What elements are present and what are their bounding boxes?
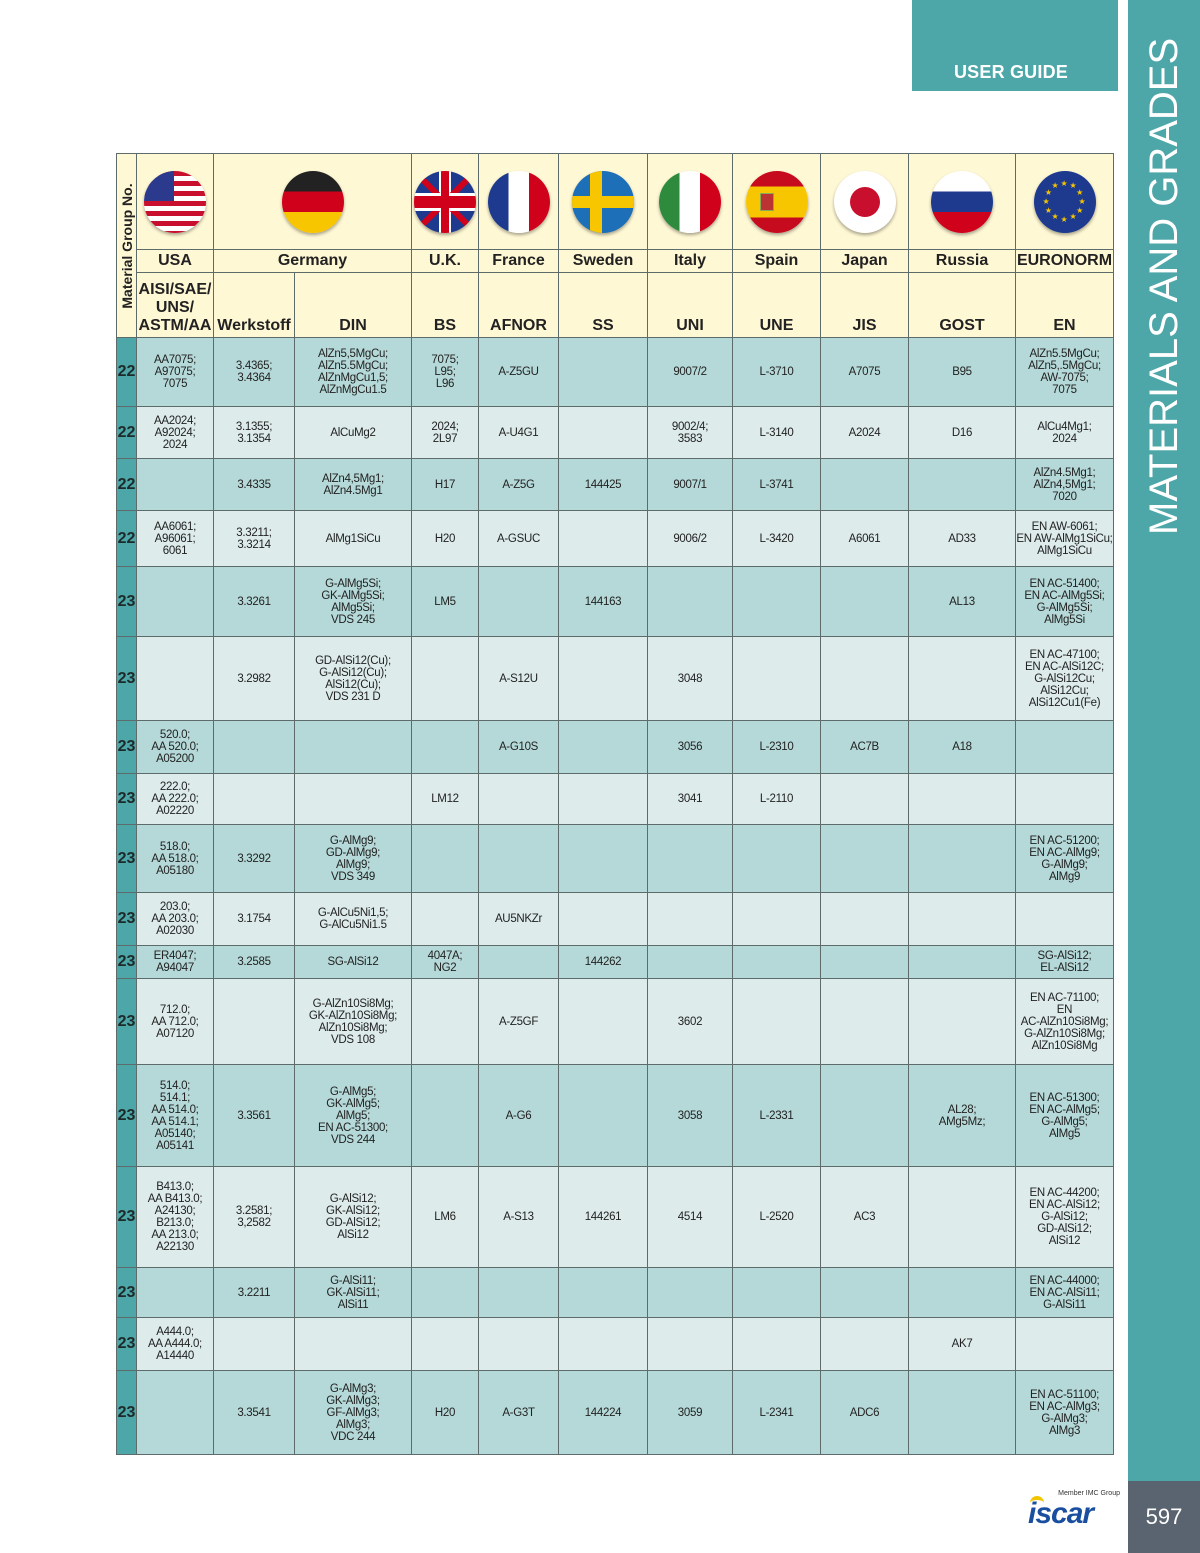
- group-number: 23: [117, 1318, 137, 1371]
- din-cell: [295, 774, 412, 825]
- une-cell: L-3710: [733, 338, 821, 407]
- bs-cell: 4047A; NG2: [412, 946, 479, 979]
- table-row: [117, 459, 1114, 511]
- logo-member-text: Member IMC Group: [1058, 1490, 1120, 1497]
- jis-cell: [821, 637, 909, 721]
- country-germany: Germany: [214, 250, 412, 273]
- en-cell: [1016, 893, 1114, 946]
- uni-cell: [648, 825, 733, 893]
- country-russia: Russia: [909, 250, 1016, 273]
- en-cell: EN AW-6061; EN AW-AlMg1SiCu; AlMg1SiCu: [1016, 511, 1114, 567]
- usa-cell: 712.0; AA 712.0; A07120: [137, 979, 214, 1065]
- sweden-flag-cell: [559, 154, 648, 250]
- usa-cell: AA2024; A92024; 2024: [137, 407, 214, 459]
- uk-flag-icon: [414, 171, 476, 233]
- eu-star-icon: ★: [1060, 214, 1068, 224]
- jis-cell: [821, 893, 909, 946]
- eu-star-icon: ★: [1076, 205, 1083, 215]
- usa-cell: ER4047; A94047: [137, 946, 214, 979]
- country-usa: USA: [137, 250, 214, 273]
- bs-cell: [412, 637, 479, 721]
- en-cell: SG-AlSi12; EL-AlSi12: [1016, 946, 1114, 979]
- en-cell: EN AC-44000; EN AC-AlSi11; G-AlSi11: [1016, 1268, 1114, 1318]
- usa-cell: [137, 1371, 214, 1455]
- ss-cell: [559, 774, 648, 825]
- usa-cell: B413.0; AA B413.0; A24130; B213.0; AA 213.0; A22130: [137, 1167, 214, 1268]
- bs-cell: 7075; L95; L96: [412, 338, 479, 407]
- bs-cell: 2024; 2L97: [412, 407, 479, 459]
- section-sidebar: [1128, 0, 1200, 1481]
- standard-en: EN: [1016, 273, 1114, 338]
- une-cell: [733, 825, 821, 893]
- group-number: 23: [117, 774, 137, 825]
- table-row: [117, 1371, 1114, 1455]
- afnor-cell: A-G3T: [479, 1371, 559, 1455]
- eu-star-icon: ★: [1051, 212, 1059, 222]
- group-number: 22: [117, 338, 137, 407]
- ss-cell: [559, 511, 648, 567]
- jis-cell: [821, 1065, 909, 1167]
- afnor-cell: A-G10S: [479, 721, 559, 774]
- une-cell: L-2310: [733, 721, 821, 774]
- afnor-cell: [479, 567, 559, 637]
- eu-star-icon: ★: [1051, 180, 1059, 190]
- group-number: 22: [117, 459, 137, 511]
- section-title: MATERIALS AND GRADES: [1142, 37, 1186, 535]
- bs-cell: LM12: [412, 774, 479, 825]
- werkstoff-cell: 3.2982: [214, 637, 295, 721]
- afnor-cell: A-U4G1: [479, 407, 559, 459]
- gost-cell: [909, 946, 1016, 979]
- jis-cell: A7075: [821, 338, 909, 407]
- din-cell: [295, 721, 412, 774]
- ss-cell: [559, 1065, 648, 1167]
- spain-flag-icon: [746, 171, 808, 233]
- countries-row: [117, 250, 1114, 273]
- logo-wordmark: iscar: [1028, 1497, 1094, 1530]
- jis-cell: AC3: [821, 1167, 909, 1268]
- uni-cell: 9002/4; 3583: [648, 407, 733, 459]
- afnor-cell: A-Z5GF: [479, 979, 559, 1065]
- en-cell: AlZn5.5MgCu; AlZn5,.5MgCu; AW-7075; 7075: [1016, 338, 1114, 407]
- table-row: [117, 1167, 1114, 1268]
- afnor-cell: AU5NKZr: [479, 893, 559, 946]
- une-cell: [733, 946, 821, 979]
- ss-cell: 144261: [559, 1167, 648, 1268]
- table-row: [117, 721, 1114, 774]
- ss-cell: [559, 1318, 648, 1371]
- jis-cell: AC7B: [821, 721, 909, 774]
- country-spain: Spain: [733, 250, 821, 273]
- din-cell: G-AlSi11; GK-AlSi11; AlSi11: [295, 1268, 412, 1318]
- werkstoff-cell: 3.2585: [214, 946, 295, 979]
- group-number: 23: [117, 1268, 137, 1318]
- table-row: [117, 407, 1114, 459]
- din-cell: G-AlMg5; GK-AlMg5; AlMg5; EN AC-51300; VDS 244: [295, 1065, 412, 1167]
- une-cell: L-2341: [733, 1371, 821, 1455]
- din-cell: G-AlZn10Si8Mg; GK-AlZn10Si8Mg; AlZn10Si8Mg; VDS 108: [295, 979, 412, 1065]
- standard-afnor: AFNOR: [479, 273, 559, 338]
- country-japan: Japan: [821, 250, 909, 273]
- japan-flag-icon: [834, 171, 896, 233]
- werkstoff-cell: [214, 774, 295, 825]
- standards-row: [117, 273, 1114, 338]
- uni-cell: 3059: [648, 1371, 733, 1455]
- jis-cell: [821, 946, 909, 979]
- gost-cell: [909, 893, 1016, 946]
- jis-cell: [821, 1318, 909, 1371]
- ss-cell: [559, 1268, 648, 1318]
- table-row: [117, 774, 1114, 825]
- group-number: 23: [117, 825, 137, 893]
- afnor-cell: [479, 1318, 559, 1371]
- werkstoff-cell: 3.1355; 3.1354: [214, 407, 295, 459]
- werkstoff-cell: 3.3211; 3.3214: [214, 511, 295, 567]
- bs-cell: [412, 893, 479, 946]
- uni-cell: 3602: [648, 979, 733, 1065]
- standard-une: UNE: [733, 273, 821, 338]
- en-cell: EN AC-51100; EN AC-AlMg3; G-AlMg3; AlMg3: [1016, 1371, 1114, 1455]
- en-cell: EN AC-71100; EN AC-AlZn10Si8Mg; G-AlZn10Si8Mg; AlZn10Si8Mg: [1016, 979, 1114, 1065]
- bs-cell: [412, 825, 479, 893]
- une-cell: [733, 893, 821, 946]
- en-cell: EN AC-51300; EN AC-AlMg5; G-AlMg5; AlMg5: [1016, 1065, 1114, 1167]
- country-france: France: [479, 250, 559, 273]
- une-cell: L-3140: [733, 407, 821, 459]
- din-cell: AlMg1SiCu: [295, 511, 412, 567]
- une-cell: [733, 979, 821, 1065]
- group-number: 23: [117, 946, 137, 979]
- usa-cell: [137, 567, 214, 637]
- werkstoff-cell: 3.1754: [214, 893, 295, 946]
- werkstoff-cell: [214, 1318, 295, 1371]
- en-cell: EN AC-44200; EN AC-AlSi12; G-AlSi12; GD-AlSi12; AlSi12: [1016, 1167, 1114, 1268]
- din-cell: SG-AlSi12: [295, 946, 412, 979]
- ss-cell: 144262: [559, 946, 648, 979]
- gost-cell: AL28; AMg5Mz;: [909, 1065, 1016, 1167]
- group-number: 23: [117, 637, 137, 721]
- jis-cell: [821, 459, 909, 511]
- une-cell: [733, 637, 821, 721]
- uni-cell: 9007/1: [648, 459, 733, 511]
- uni-cell: 3048: [648, 637, 733, 721]
- jis-cell: [821, 774, 909, 825]
- group-header-label: Material Group No.: [118, 182, 135, 309]
- standard-bs: BS: [412, 273, 479, 338]
- group-number: 22: [117, 407, 137, 459]
- user-guide-label: USER GUIDE: [953, 62, 1068, 82]
- page-number: 597: [1128, 1481, 1200, 1553]
- en-cell: [1016, 1318, 1114, 1371]
- standard-werkstoff: Werkstoff: [214, 273, 295, 338]
- werkstoff-cell: 3.3292: [214, 825, 295, 893]
- gost-cell: [909, 774, 1016, 825]
- group-number: 23: [117, 567, 137, 637]
- flags-row: [117, 154, 1114, 250]
- company-logo: [1028, 1490, 1122, 1530]
- une-cell: [733, 1318, 821, 1371]
- afnor-cell: A-GSUC: [479, 511, 559, 567]
- group-header-cell: [117, 154, 137, 338]
- russia-flag-icon: [931, 171, 993, 233]
- gost-cell: [909, 825, 1016, 893]
- usa-cell: 203.0; AA 203.0; A02030: [137, 893, 214, 946]
- din-cell: G-AlMg5Si; GK-AlMg5Si; AlMg5Si; VDS 245: [295, 567, 412, 637]
- uk-flag-cell: [412, 154, 479, 250]
- table-row: [117, 511, 1114, 567]
- werkstoff-cell: [214, 979, 295, 1065]
- usa-flag-icon: [144, 171, 206, 233]
- spain-flag-cell: [733, 154, 821, 250]
- gost-cell: B95: [909, 338, 1016, 407]
- table-row: [117, 338, 1114, 407]
- eu-star-icon: ★: [1078, 196, 1086, 206]
- ss-cell: [559, 637, 648, 721]
- usa-cell: AA7075; A97075; 7075: [137, 338, 214, 407]
- ss-cell: 144425: [559, 459, 648, 511]
- gost-cell: [909, 459, 1016, 511]
- bs-cell: H20: [412, 1371, 479, 1455]
- werkstoff-cell: 3.3561: [214, 1065, 295, 1167]
- japan-flag-cell: [821, 154, 909, 250]
- germany-flag-cell: [214, 154, 412, 250]
- gost-cell: AD33: [909, 511, 1016, 567]
- afnor-cell: A-Z5G: [479, 459, 559, 511]
- gost-cell: A18: [909, 721, 1016, 774]
- ss-cell: [559, 338, 648, 407]
- italy-flag-icon: [659, 171, 721, 233]
- table-row: [117, 637, 1114, 721]
- din-cell: G-AlSi12; GK-AlSi12; GD-AlSi12; AlSi12: [295, 1167, 412, 1268]
- standard-ss: SS: [559, 273, 648, 338]
- uni-cell: [648, 1268, 733, 1318]
- eu-star-icon: ★: [1076, 187, 1083, 197]
- table-row: [117, 1318, 1114, 1371]
- eu-star-icon: ★: [1044, 205, 1052, 215]
- afnor-cell: A-S13: [479, 1167, 559, 1268]
- usa-cell: AA6061; A96061; 6061: [137, 511, 214, 567]
- werkstoff-cell: 3.3261: [214, 567, 295, 637]
- une-cell: L-2520: [733, 1167, 821, 1268]
- usa-cell: [137, 637, 214, 721]
- table-row: [117, 946, 1114, 979]
- en-cell: EN AC-51200; EN AC-AlMg9; G-AlMg9; AlMg9: [1016, 825, 1114, 893]
- ss-cell: [559, 407, 648, 459]
- werkstoff-cell: 3.4335: [214, 459, 295, 511]
- jis-cell: [821, 825, 909, 893]
- table-row: [117, 825, 1114, 893]
- bs-cell: LM6: [412, 1167, 479, 1268]
- russia-flag-cell: [909, 154, 1016, 250]
- werkstoff-cell: 3.3541: [214, 1371, 295, 1455]
- uni-cell: [648, 893, 733, 946]
- afnor-cell: A-Z5GU: [479, 338, 559, 407]
- une-cell: L-3741: [733, 459, 821, 511]
- din-cell: G-AlCu5Ni1,5; G-AlCu5Ni1.5: [295, 893, 412, 946]
- uni-cell: 9006/2: [648, 511, 733, 567]
- france-flag-cell: [479, 154, 559, 250]
- jis-cell: ADC6: [821, 1371, 909, 1455]
- uni-cell: 3058: [648, 1065, 733, 1167]
- standard-gost: GOST: [909, 273, 1016, 338]
- country-uk: U.K.: [412, 250, 479, 273]
- uni-cell: 4514: [648, 1167, 733, 1268]
- gost-cell: AK7: [909, 1318, 1016, 1371]
- une-cell: L-3420: [733, 511, 821, 567]
- user-guide-tab: [912, 0, 1118, 91]
- afnor-cell: A-S12U: [479, 637, 559, 721]
- en-cell: EN AC-47100; EN AC-AlSi12C; G-AlSi12Cu; AlSi12Cu; AlSi12Cu1(Fe): [1016, 637, 1114, 721]
- eu-flag-cell: [1016, 154, 1114, 250]
- gost-cell: [909, 1371, 1016, 1455]
- din-cell: [295, 1318, 412, 1371]
- ss-cell: [559, 721, 648, 774]
- din-cell: G-AlMg3; GK-AlMg3; GF-AlMg3; AlMg3; VDC 244: [295, 1371, 412, 1455]
- group-number: 23: [117, 893, 137, 946]
- en-cell: AlZn4.5Mg1; AlZn4,5Mg1; 7020: [1016, 459, 1114, 511]
- jis-cell: [821, 1268, 909, 1318]
- materials-table: [116, 153, 1114, 1455]
- usa-cell: 514.0; 514.1; AA 514.0; AA 514.1; A05140; A05141: [137, 1065, 214, 1167]
- table-row: [117, 893, 1114, 946]
- en-cell: [1016, 721, 1114, 774]
- usa-cell: 520.0; AA 520.0; A05200: [137, 721, 214, 774]
- werkstoff-cell: [214, 721, 295, 774]
- table-row: [117, 1268, 1114, 1318]
- uni-cell: 3041: [648, 774, 733, 825]
- sweden-flag-icon: [572, 171, 634, 233]
- werkstoff-cell: 3.2211: [214, 1268, 295, 1318]
- country-euronorm: EURONORM: [1016, 250, 1114, 273]
- din-cell: AlZn5,5MgCu; AlZn5.5MgCu; AlZnMgCu1,5; AlZnMgCu1.5: [295, 338, 412, 407]
- italy-flag-cell: [648, 154, 733, 250]
- eu-star-icon: ★: [1069, 180, 1077, 190]
- eu-star-icon: ★: [1044, 187, 1052, 197]
- group-number: 23: [117, 1371, 137, 1455]
- country-sweden: Sweden: [559, 250, 648, 273]
- usa-cell: 518.0; AA 518.0; A05180: [137, 825, 214, 893]
- afnor-cell: [479, 825, 559, 893]
- ss-cell: [559, 979, 648, 1065]
- en-cell: [1016, 774, 1114, 825]
- table-row: [117, 979, 1114, 1065]
- germany-flag-icon: [282, 171, 344, 233]
- bs-cell: [412, 979, 479, 1065]
- afnor-cell: [479, 774, 559, 825]
- group-number: 23: [117, 721, 137, 774]
- gost-cell: [909, 637, 1016, 721]
- din-cell: AlZn4,5Mg1; AlZn4.5Mg1: [295, 459, 412, 511]
- usa-cell: [137, 459, 214, 511]
- bs-cell: H20: [412, 511, 479, 567]
- france-flag-icon: [488, 171, 550, 233]
- din-cell: GD-AlSi12(Cu); G-AlSi12(Cu); AlSi12(Cu); VDS 231 D: [295, 637, 412, 721]
- table-row: [117, 567, 1114, 637]
- uni-cell: [648, 946, 733, 979]
- bs-cell: [412, 1318, 479, 1371]
- ss-cell: 144224: [559, 1371, 648, 1455]
- standard-din: DIN: [295, 273, 412, 338]
- eu-star-icon: ★: [1069, 212, 1077, 222]
- werkstoff-cell: 3.4365; 3.4364: [214, 338, 295, 407]
- standard-jis: JIS: [821, 273, 909, 338]
- din-cell: G-AlMg9; GD-AlMg9; AlMg9; VDS 349: [295, 825, 412, 893]
- bs-cell: H17: [412, 459, 479, 511]
- afnor-cell: [479, 946, 559, 979]
- ss-cell: [559, 893, 648, 946]
- group-number: 22: [117, 511, 137, 567]
- gost-cell: [909, 1167, 1016, 1268]
- uni-cell: [648, 567, 733, 637]
- uni-cell: 3056: [648, 721, 733, 774]
- une-cell: L-2331: [733, 1065, 821, 1167]
- jis-cell: [821, 979, 909, 1065]
- jis-cell: A6061: [821, 511, 909, 567]
- afnor-cell: [479, 1268, 559, 1318]
- uni-cell: 9007/2: [648, 338, 733, 407]
- une-cell: [733, 567, 821, 637]
- en-cell: EN AC-51400; EN AC-AlMg5Si; G-AlMg5Si; AlMg5Si: [1016, 567, 1114, 637]
- bs-cell: [412, 721, 479, 774]
- jis-cell: A2024: [821, 407, 909, 459]
- bs-cell: [412, 1268, 479, 1318]
- usa-cell: 222.0; AA 222.0; A02220: [137, 774, 214, 825]
- din-cell: AlCuMg2: [295, 407, 412, 459]
- une-cell: [733, 1268, 821, 1318]
- bs-cell: [412, 1065, 479, 1167]
- group-number: 23: [117, 979, 137, 1065]
- bs-cell: LM5: [412, 567, 479, 637]
- eu-flag-icon: [1034, 171, 1096, 233]
- ss-cell: 144163: [559, 567, 648, 637]
- une-cell: L-2110: [733, 774, 821, 825]
- group-number: 23: [117, 1065, 137, 1167]
- en-cell: AlCu4Mg1; 2024: [1016, 407, 1114, 459]
- werkstoff-cell: 3.2581; 3,2582: [214, 1167, 295, 1268]
- group-number: 23: [117, 1167, 137, 1268]
- standard-usa: AISI/SAE/ UNS/ ASTM/AA: [137, 273, 214, 338]
- country-italy: Italy: [648, 250, 733, 273]
- gost-cell: D16: [909, 407, 1016, 459]
- jis-cell: [821, 567, 909, 637]
- standard-uni: UNI: [648, 273, 733, 338]
- uni-cell: [648, 1318, 733, 1371]
- usa-cell: [137, 1268, 214, 1318]
- table-row: [117, 1065, 1114, 1167]
- usa-cell: A444.0; AA A444.0; A14440: [137, 1318, 214, 1371]
- usa-flag-cell: [137, 154, 214, 250]
- afnor-cell: A-G6: [479, 1065, 559, 1167]
- ss-cell: [559, 825, 648, 893]
- eu-star-icon: ★: [1060, 178, 1068, 188]
- gost-cell: [909, 979, 1016, 1065]
- eu-star-icon: ★: [1042, 196, 1050, 206]
- gost-cell: AL13: [909, 567, 1016, 637]
- gost-cell: [909, 1268, 1016, 1318]
